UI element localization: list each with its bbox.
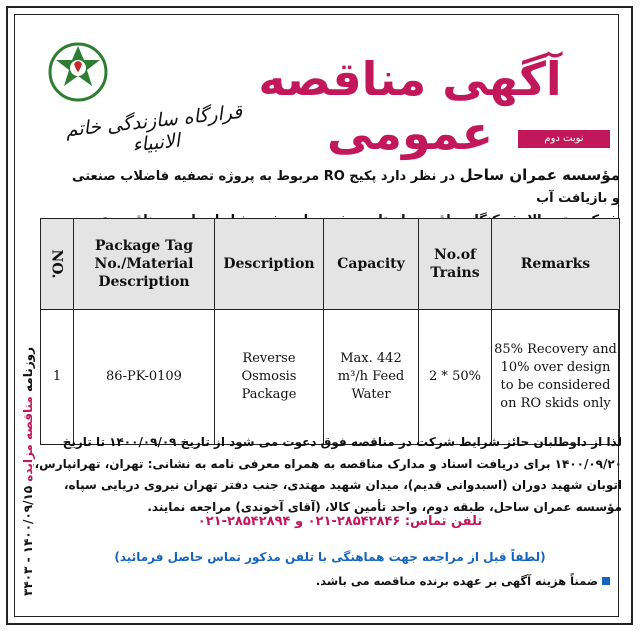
header-description: Description bbox=[215, 219, 324, 310]
square-bullet-icon bbox=[602, 577, 610, 585]
emblem-icon bbox=[46, 40, 110, 104]
cell-remarks: 85% Recovery and 10% over design to be considered on RO skids only bbox=[492, 310, 620, 445]
intro-line1: در نظر دارد پکیج RO مربوط به پروژه تصفیه فاضلاب صنعتی و بازیافت آب bbox=[72, 169, 620, 206]
cell-no: 1 bbox=[41, 310, 74, 445]
coordination-note: (لطفاً قبل از مراجعه جهت هماهنگی با تلفن مذکور تماس حاصل فرمائید) bbox=[114, 550, 546, 564]
footer-note: ضمناً هزینه آگهی بر عهده برنده مناقصه می باشد. bbox=[150, 574, 610, 588]
side-brand: مناقصه مزایده bbox=[21, 396, 35, 482]
header-no: NO. bbox=[41, 219, 74, 310]
org-name: مؤسسه عمران ساحل bbox=[459, 166, 620, 184]
contact-phone: تلفن تماس: ۲۸۵۴۲۸۴۶-۰۲۱ و ۲۸۵۴۲۸۹۴-۰۲۱ bbox=[197, 514, 483, 529]
calligraphy-logo: قرارگاه سازندگی خاتم الانبیاء bbox=[64, 100, 244, 157]
page-title: آگهی مناقصه عمومی bbox=[258, 52, 562, 160]
header-remarks: Remarks bbox=[492, 219, 620, 310]
side-date: ۱۴۰۰/۰۹/۱۵ - ۳۴۰۳ bbox=[21, 485, 35, 596]
cell-tag: 86-PK-0109 bbox=[74, 310, 215, 445]
header-capacity: Capacity bbox=[324, 219, 419, 310]
cell-capacity: Max. 442 m³/h Feed Water bbox=[324, 310, 419, 445]
newspaper-side-label bbox=[21, 347, 35, 596]
details-paragraph: لذا از داوطلبان حائز شرایط شرکت در مناقصه فوق دعوت می شود از تاریخ ۱۴۰۰/۰۹/۰۹ تا تاریخ ۱۴۰۰/۰۹/۲۰ برای دریافت اسناد و مدارک مناقصه به همراه معرفی نامه به نشانی: تهران، تهرانپارس، اتوبان شهید دوران (اسبدوانی قدیم)، میدان شهید مهتدی، جنب دفتر تهران نیروی دریایی سپاه، مؤسسه عمران ساحل، طبقه دوم، واحد تأمین کالا، (آقای آخوندی) مراجعه نمایند. bbox=[34, 435, 622, 514]
header-tag: Package Tag No./Material Description bbox=[74, 219, 215, 310]
cell-trains: 2 * 50% bbox=[419, 310, 492, 445]
round-badge: نوبت دوم bbox=[518, 130, 610, 148]
table-row bbox=[41, 310, 620, 445]
side-newspaper: روزنامه bbox=[21, 347, 35, 392]
package-table bbox=[40, 218, 620, 445]
header-trains: No.of Trains bbox=[419, 219, 492, 310]
table-header-row bbox=[41, 219, 620, 310]
cell-description: Reverse Osmosis Package bbox=[215, 310, 324, 445]
